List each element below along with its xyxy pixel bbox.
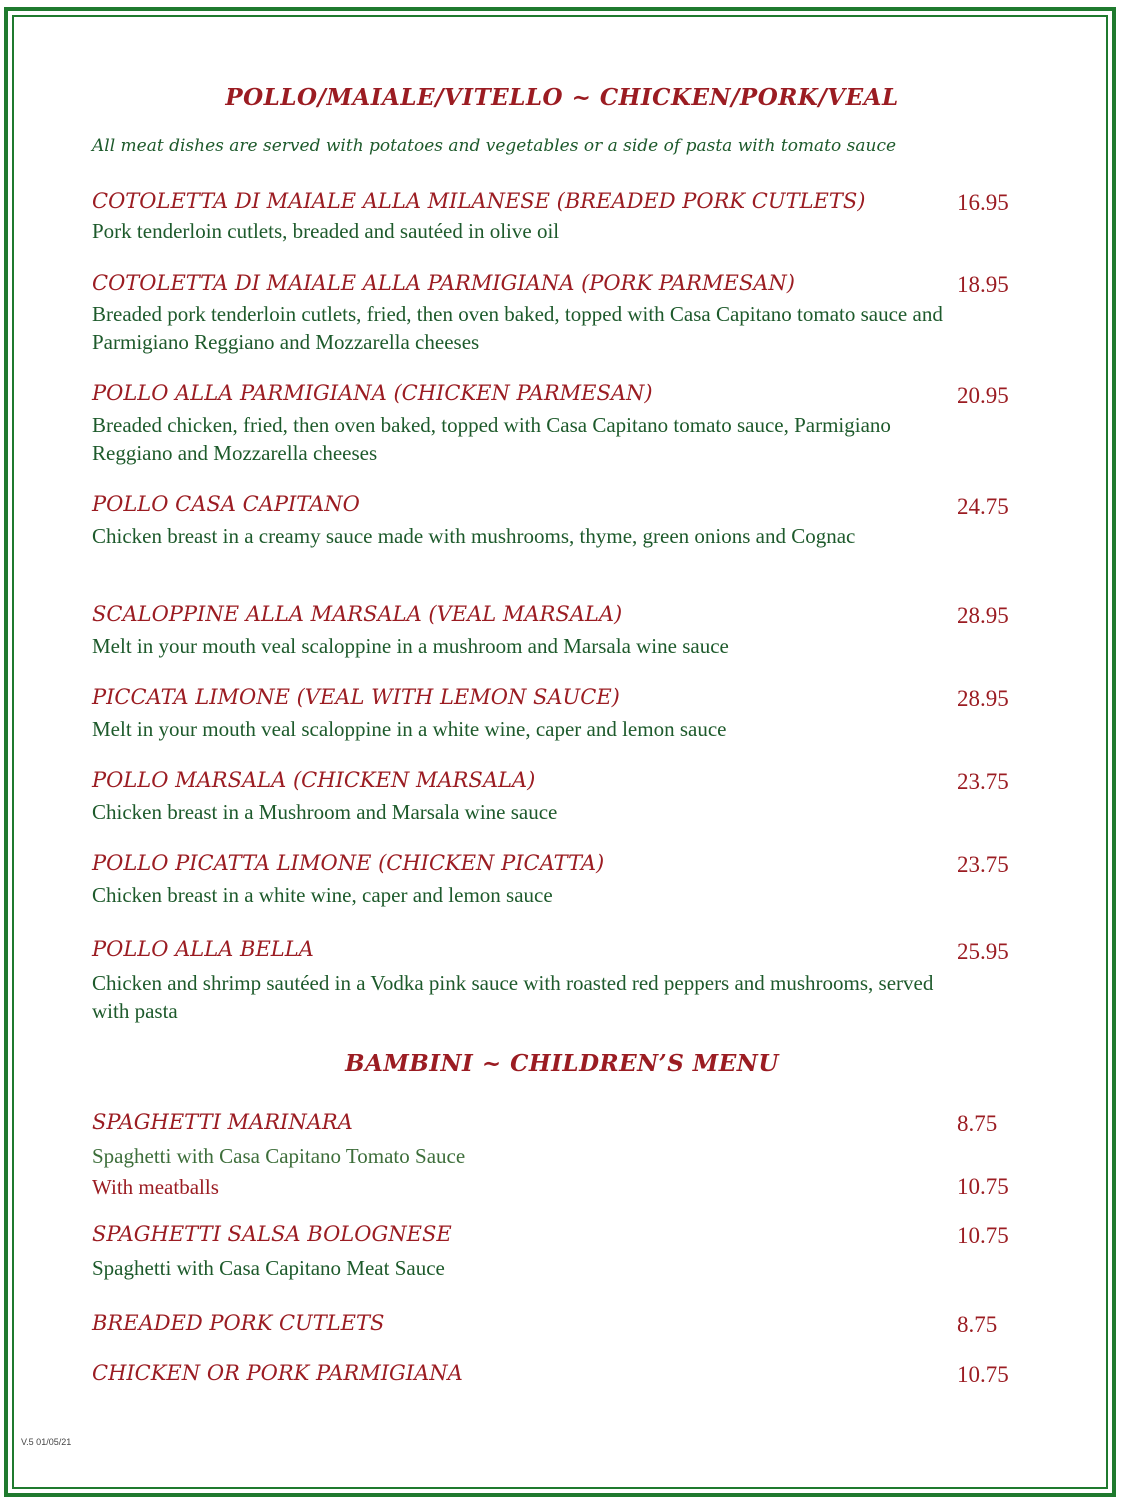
item-description: Melt in your mouth veal scaloppine in a white wine, caper and lemon sauce <box>92 717 727 741</box>
section-heading-meat: POLLO/MAIALE/VITELLO ~ CHICKEN/PORK/VEAL <box>225 84 899 111</box>
item-description: Spaghetti with Casa Capitano Tomato Sauce <box>92 1144 466 1168</box>
item-name: COTOLETTA DI MAIALE ALLA MILANESE (BREADED PORK CUTLETS) <box>92 189 866 213</box>
item-description: Breaded pork tenderloin cutlets, fried, then oven baked, topped with Casa Capitano tomato sauce and Parmigiano Reggiano and Mozzarella cheeses <box>92 302 943 354</box>
item-name: POLLO CASA CAPITANO <box>92 492 360 516</box>
item-price: 10.75 <box>957 1223 1009 1248</box>
item-price: 18.95 <box>957 272 1009 297</box>
item-price: 8.75 <box>957 1111 998 1136</box>
item-name: POLLO ALLA PARMIGIANA (CHICKEN PARMESAN) <box>92 381 653 405</box>
item-description: Chicken breast in a creamy sauce made with mushrooms, thyme, green onions and Cognac <box>92 524 856 548</box>
section-heading-children: BAMBINI ~ CHILDREN’S MENU <box>345 1050 779 1077</box>
item-price: 23.75 <box>957 769 1009 794</box>
item-price: 24.75 <box>957 494 1009 519</box>
item-description: Spaghetti with Casa Capitano Meat Sauce <box>92 1256 445 1280</box>
item-name: CHICKEN OR PORK PARMIGIANA <box>92 1361 463 1385</box>
item-description: Chicken breast in a Mushroom and Marsala wine sauce <box>92 800 558 824</box>
item-description: Melt in your mouth veal scaloppine in a mushroom and Marsala wine sauce <box>92 634 729 658</box>
item-extra-label: With meatballs <box>92 1175 219 1199</box>
item-name: PICCATA LIMONE (VEAL WITH LEMON SAUCE) <box>92 685 620 709</box>
item-price: 16.95 <box>957 190 1009 215</box>
item-price: 8.75 <box>957 1312 998 1337</box>
version-stamp: V.5 01/05/21 <box>21 1437 72 1447</box>
item-name: SPAGHETTI SALSA BOLOGNESE <box>92 1222 452 1246</box>
item-name: BREADED PORK CUTLETS <box>92 1311 385 1335</box>
section-note: All meat dishes are served with potatoes and vegetables or a side of pasta with tomato sauce <box>92 136 897 156</box>
item-name: POLLO ALLA BELLA <box>92 937 314 961</box>
item-description: Chicken breast in a white wine, caper and lemon sauce <box>92 883 553 907</box>
item-name: POLLO MARSALA (CHICKEN MARSALA) <box>92 768 536 792</box>
item-extra-price: 10.75 <box>957 1174 1009 1199</box>
item-name: SCALOPPINE ALLA MARSALA (VEAL MARSALA) <box>92 602 623 626</box>
item-price: 25.95 <box>957 939 1009 964</box>
item-price: 10.75 <box>957 1362 1009 1387</box>
item-name: POLLO PICATTA LIMONE (CHICKEN PICATTA) <box>92 851 605 875</box>
item-description: Chicken and shrimp sautéed in a Vodka pink sauce with roasted red peppers and mushrooms, served with pasta <box>92 971 934 1023</box>
item-price: 28.95 <box>957 603 1009 628</box>
item-name: COTOLETTA DI MAIALE ALLA PARMIGIANA (PORK PARMESAN) <box>92 271 795 295</box>
item-price: 28.95 <box>957 686 1009 711</box>
item-description: Breaded chicken, fried, then oven baked, topped with Casa Capitano tomato sauce, Parmigiano Reggiano and Mozzarella cheeses <box>92 413 891 465</box>
item-price: 20.95 <box>957 383 1009 408</box>
item-description: Pork tenderloin cutlets, breaded and sautéed in olive oil <box>92 219 560 243</box>
item-name: SPAGHETTI MARINARA <box>92 1110 353 1134</box>
item-price: 23.75 <box>957 852 1009 877</box>
